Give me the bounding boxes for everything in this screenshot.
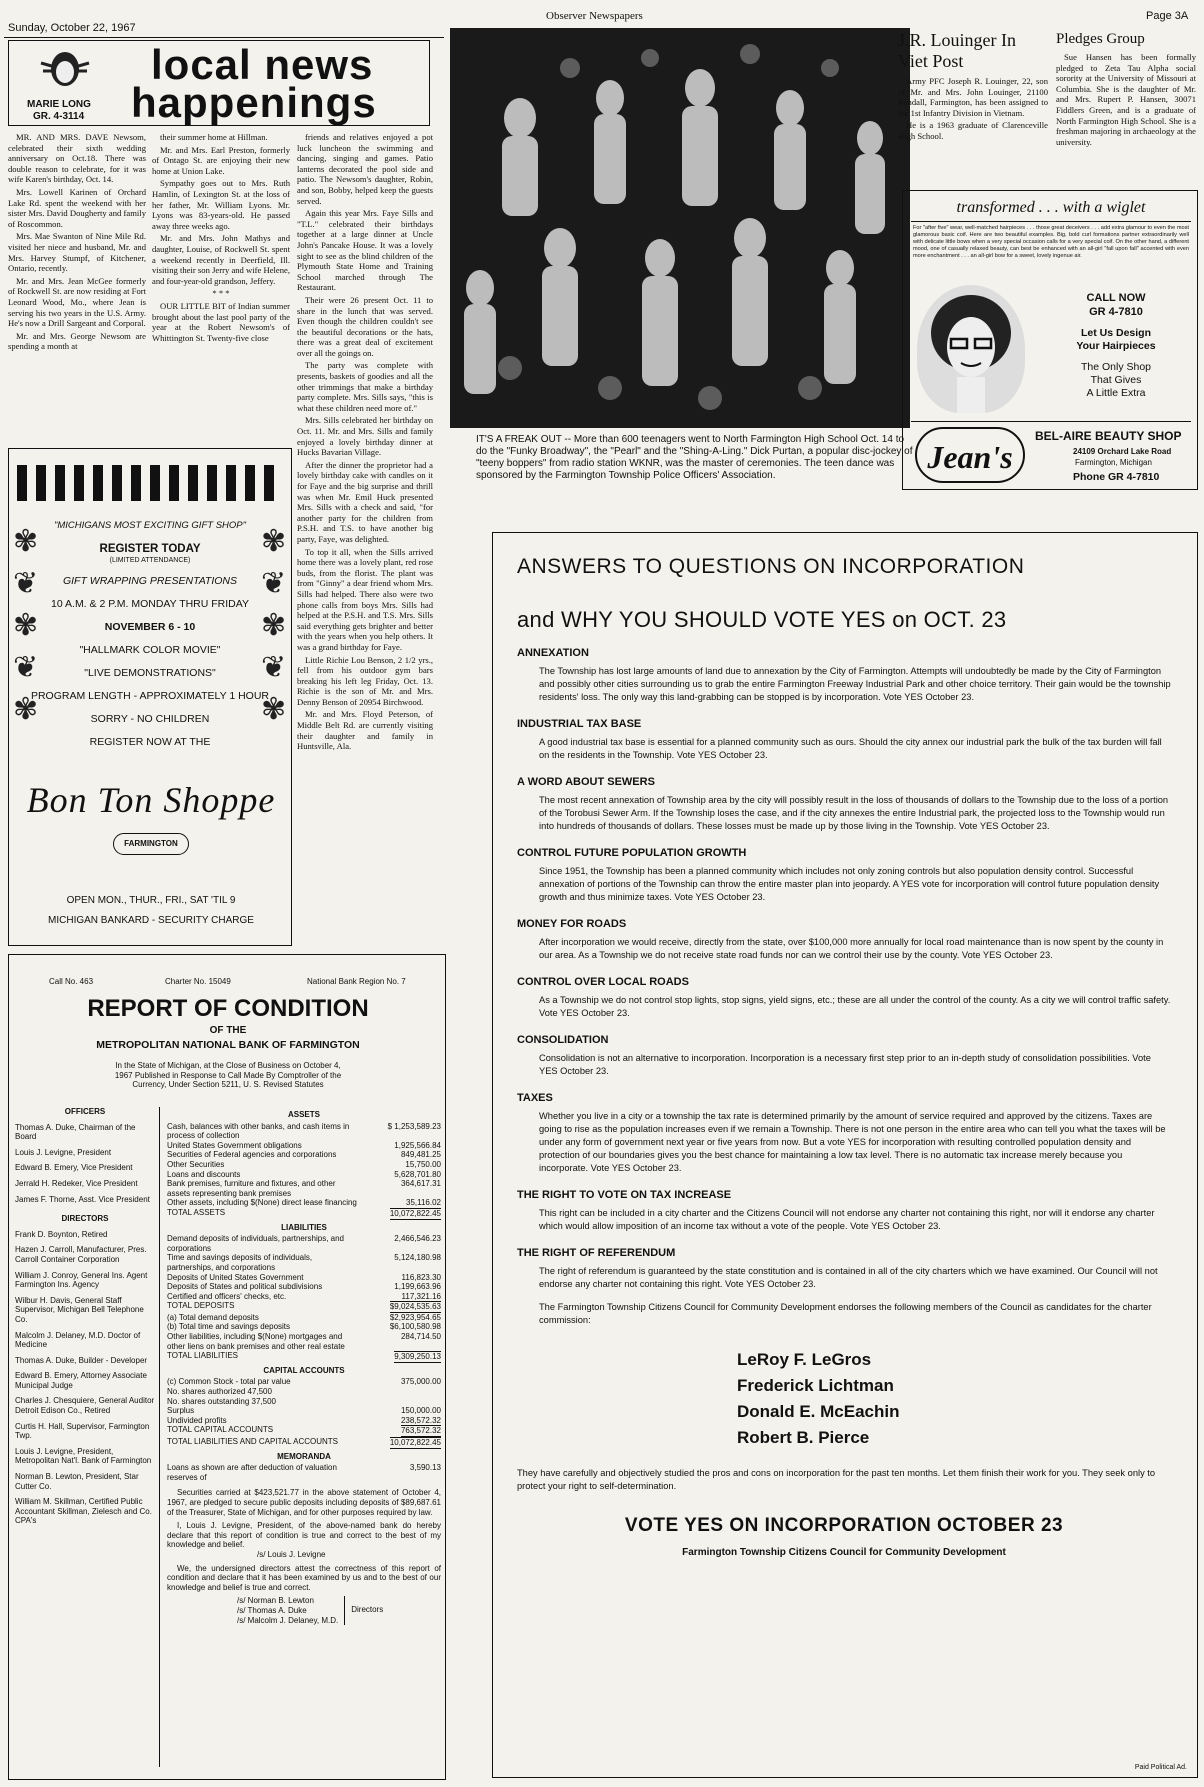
asset-label: United States Government obligations [167, 1140, 302, 1150]
report-of-the: OF THE [209, 1025, 247, 1036]
report-title: REPORT OF CONDITION [87, 995, 369, 1022]
asset-label: Other assets, including $(None) direct lease financing [167, 1198, 357, 1208]
liability-row [167, 1332, 441, 1351]
report-officers [15, 1107, 155, 1532]
liability-label: Time and savings deposits of individuals, partnerships, and corporations [167, 1253, 313, 1272]
capital-row [167, 1397, 441, 1407]
news-paragraph: After the dinner the proprietor had a lovely birthday cake with candles on it for Faye and the big surprise and thrill was when Mr. Emil Huck presented Mrs. Sills with a check and said, "for another party for the children from P.S.H. and T.S. to have another big party, Faye, was delighted. [297, 459, 433, 544]
report-call-no: Call No. 463 [49, 977, 94, 986]
capital-value: 763,572.32 [400, 1426, 441, 1436]
asset-value: 35,116.02 [406, 1198, 441, 1208]
capital-label: Surplus [167, 1406, 195, 1416]
director-signatures [167, 1596, 441, 1625]
news-paragraph: Mrs. Sills celebrated her birthday on Oct. 11. Mr. and Mrs. Sills and family enjoyed a lovely birthday dinner at Hucks Bavarian Village. [297, 415, 433, 458]
gift-ad-banner-pattern [17, 465, 281, 501]
director-signature: /s/ Thomas A. Duke [237, 1605, 307, 1615]
pledges-paragraph: Sue Hansen has been formally pledged to Zeta Tau Alpha social sorority at the University of Missouri at Columbia. She is the daughter of Mr. and Mrs. Rupert P. Hansen, 30071 Fiddlers Green, and is a graduate of North Farmington High School. She is a freshman majoring in archaeology at the university. [1056, 52, 1196, 147]
news-paragraph: Mr. and Mrs. Jean McGee formerly of Rockwell St. are now residing at Fort Leonard Wood, Mo., where Jean is serving his two years in the U.S. Army. He's now a Drill Sargeant and Corporal. [8, 275, 146, 329]
liability-row [167, 1234, 441, 1253]
liability-value: $2,923,954.65 [389, 1312, 441, 1322]
pledges-title: Pledges Group [1056, 31, 1145, 47]
news-paragraph: Mr. and Mrs. John Mathys and daughter, Louise, of Rockwell St. spent a weekend recently in Deerfield, Ill. visiting their son Jerry and wife Helene, and four-year-old grandson, Jeffery. [152, 233, 290, 286]
asset-label: Securities of Federal agencies and corporations [167, 1150, 337, 1160]
officer-entry: James F. Thorne, Asst. Vice President [15, 1194, 150, 1204]
local-news-title-2: happenings [131, 79, 377, 126]
asset-row [167, 1198, 441, 1208]
assets-title: ASSETS [287, 1110, 320, 1119]
beauty-ad-divider [911, 421, 1191, 422]
section-heading: ANNEXATION [517, 647, 589, 659]
model-portrait-icon [917, 285, 1025, 413]
news-column-3 [297, 132, 433, 754]
officer-entry: Thomas A. Duke, Chairman of the Board [15, 1122, 136, 1142]
news-separator: * * * [212, 288, 230, 299]
officer-entry: Edward B. Emery, Vice President [15, 1163, 133, 1173]
beauty-line: Let Us Design [1080, 327, 1151, 339]
section-heading: CONTROL OVER LOCAL ROADS [517, 976, 689, 988]
report-bank-name: METROPOLITAN NATIONAL BANK OF FARMINGTON [96, 1039, 360, 1051]
memo-row [167, 1463, 441, 1482]
director-entry: Wilbur H. Davis, General Staff Supervisor, Michigan Bell Telephone Co. [15, 1295, 144, 1324]
asset-row [167, 1208, 441, 1220]
capital-value: 150,000.00 [400, 1406, 441, 1416]
section-body: This right can be included in a city charter and the Citizens Council will not endorse any charter not containing this right, nor will it endorse any charter which would allow imposition of an income tax without a vote of the people. Vote YES October 23. [539, 1208, 1155, 1231]
capital-label: No. shares authorized 47,500 [167, 1387, 272, 1397]
gift-ad-limited: (LIMITED ATTENDANCE) [109, 557, 191, 564]
asset-value: 5,628,701.80 [394, 1169, 441, 1179]
vote-yes-banner: VOTE YES ON INCORPORATION OCTOBER 23 [624, 1515, 1064, 1536]
directors-title: DIRECTORS [61, 1214, 109, 1224]
teen-dance-photo [450, 28, 910, 428]
declaration: I, Louis J. Levigne, President, of the above-named bank do hereby declare that this report of condition is true and correct to the best of my knowledge and belief. [167, 1521, 441, 1550]
header-rule [4, 37, 444, 38]
report-of-condition [8, 954, 446, 1780]
director-entry: Edward B. Emery, Attorney Associate Municipal Judge [15, 1371, 147, 1390]
photo-caption: IT'S A FREAK OUT -- More than 600 teenagers went to North Farmington High School Oct. 14 to do the "Funky Broadway", the "Pearl" and the "Shing-A-Ling." Dick Purtan, a popular disc-jockey of "teeny boppers" from radio station WKNR, was the master of ceremonies. The teen dance was sponsored by the Farmington Township Police Officers' Association. [476, 434, 913, 481]
news-paragraph: To top it all, when the Sills arrived home there was a lovely plant, red rose buds, from the florist. The plant was from "Ginny" a dear friend whom Mrs. Sills had helped. There also were two phone calls from boys Mrs. Sills had helped at the P.S.H. and T.S. Mrs. Sills said everything gets brighter and better with the years when you help others. It was a grand birthday for Faye. [297, 546, 433, 652]
capital-row [167, 1377, 441, 1387]
beauty-ad-lines [1041, 291, 1191, 400]
section-heading: THE RIGHT TO VOTE ON TAX INCREASE [517, 1189, 732, 1201]
beauty-address-2: Farmington, Michigan [1075, 458, 1152, 467]
report-financials [167, 1107, 441, 1625]
beauty-shop-name: BEL-AIRE BEAUTY SHOP [1035, 429, 1182, 443]
news-paragraph: friends and relatives enjoyed a pot luck luncheon the swimming and dancing, singing and games. Patio lanterns decorated the pool side and patio. The Newsom's daughter, Robin, and son, Bobby, helped keep the guests served. [297, 132, 433, 206]
officer-entry: Louis J. Levigne, President [15, 1147, 112, 1157]
assets-table [167, 1122, 441, 1220]
gift-ad-movie: "HALLMARK COLOR MOVIE" [79, 644, 221, 656]
section-body: Consolidation is not an alternative to incorporation. Incorporation is a necessary first step prior to an in-depth study of consolidation possibilities. Vote YES October 23. [539, 1053, 1151, 1076]
capital-label: TOTAL CAPITAL ACCOUNTS [167, 1425, 274, 1435]
director-entry: Curtis H. Hall, Supervisor, Farmington Twp. [15, 1421, 150, 1441]
asset-label: Loans and discounts [167, 1169, 241, 1179]
liability-value: 117,321.16 [401, 1291, 441, 1301]
candidate-name: Robert B. Pierce [737, 1428, 870, 1447]
holly-right-icon: ✾ ❦ ✾ ❦ ✾ [261, 525, 287, 726]
section-body: Since 1951, the Township has been a planned community which includes not only zoning controls but also population density control. Successful annexation of portions of the Township can throw the entire master plan into jeopardy. A YES vote for incorporation will control future population density growth and thus minimize taxes. Vote YES October 23. [539, 866, 1160, 902]
liability-value: 116,823.30 [401, 1272, 441, 1282]
liability-row [167, 1301, 441, 1313]
liability-row [167, 1273, 441, 1283]
capital-value: 375,000.00 [400, 1377, 441, 1387]
section-heading: CONSOLIDATION [517, 1034, 609, 1046]
news-column-1 [8, 132, 146, 354]
memo-label: Loans as shown are after deduction of valuation reserves of [167, 1463, 337, 1482]
beauty-phone: Phone GR 4-7810 [1073, 471, 1160, 483]
pledges-story [1056, 30, 1196, 149]
asset-row [167, 1141, 441, 1151]
news-paragraph: Mr. and Mrs. George Newsom are spending a month at [8, 330, 146, 352]
local-news-title-1: local news [151, 41, 374, 88]
asset-value: 1,925,566.84 [394, 1140, 441, 1150]
section-heading: TAXES [517, 1092, 553, 1104]
capital-label: (c) Common Stock - total par value [167, 1377, 291, 1387]
report-preamble: In the State of Michigan, at the Close of Business on October 4, 1967 Published in Response to Call Made By Comptroller of the Currency, Under Section 5211, U. S. Revised Statutes [114, 1061, 342, 1090]
section-heading: THE RIGHT OF REFERENDUM [517, 1247, 676, 1259]
paper-name: Observer Newspapers [546, 10, 643, 22]
president-signature: /s/ Louis J. Levigne [257, 1549, 326, 1559]
liability-label: Certified and officers' checks, etc. [167, 1291, 287, 1301]
officer-entry: Jerrald H. Redeker, Vice President [15, 1178, 138, 1188]
asset-value: 10,072,822.45 [389, 1208, 441, 1218]
writer-portrait-icon [37, 45, 93, 95]
liability-label: (a) Total demand deposits [167, 1312, 259, 1322]
writer-name: MARIE LONG [27, 99, 91, 110]
securities-note: Securities carried at $423,521.77 in the above statement of October 4, 1967, are pledged to secure public deposits including deposits of $89,687.61 of the Treasurer, State of Michigan, and for other purposes required by law. [167, 1488, 441, 1517]
director-signature: /s/ Norman B. Lewton [237, 1596, 314, 1606]
gift-ad-register-now: REGISTER NOW AT THE [89, 736, 211, 748]
writer-phone: GR. 4-3114 [33, 111, 85, 122]
capital-row [167, 1406, 441, 1416]
gift-ad-charge: MICHIGAN BANKARD - SECURITY CHARGE [48, 915, 254, 926]
liability-row [167, 1292, 441, 1302]
news-paragraph: Little Richie Lou Benson, 2 1/2 yrs., fell from his outdoor gym bars breaking his left leg Friday, Oct. 13. Richie is the son of Mr. and Mrs. Denny Benson of 20954 Birchwood. [297, 654, 433, 707]
director-entry: Hazen J. Carroll, Manufacturer, Pres. Carroll Container Corporation [15, 1245, 147, 1264]
section-body: The most recent annexation of Township area by the city will possibly result in the loss of thousands of dollars to the Township due to the loss of a portion of the Torobusi Sewer Arm. If the Township loses the case, and if the city annexes the entire Industrial park, the projected loss to the Township would run into hundreds of thousands of dollars. These losses must be made up by those living in the Township. Vote YES October 23. [539, 795, 1169, 831]
liability-row [167, 1313, 441, 1323]
asset-label: Other Securities [167, 1159, 225, 1169]
section-body: As a Township we do not control stop lights, stop signs, yield signs, etc.; these are all under the control of the county. As a city we will control traffic safety. Vote YES October 23. [539, 995, 1171, 1018]
candidate-name: Frederick Lichtman [737, 1376, 894, 1395]
incorporation-closing: They have carefully and objectively studied the pros and cons on incorporation for the past ten months. Let them finish their work for you. They seek only to protect your right to self-determination. [517, 1468, 1156, 1491]
capital-row [167, 1387, 441, 1397]
capital-row [167, 1416, 441, 1426]
asset-value: 15,750.00 [405, 1159, 441, 1169]
report-charter-no: Charter No. 15049 [165, 977, 231, 986]
capital-value: 10,072,822.45 [389, 1438, 441, 1447]
director-entry: Malcolm J. Delaney, M.D. Doctor of Medicine [15, 1330, 141, 1350]
report-divider [159, 1107, 160, 1767]
director-entry: William J. Conroy, General Ins. Agent Farmington Ins. Agency [15, 1270, 148, 1290]
farmington-badge: FARMINGTON [113, 833, 189, 855]
beauty-line: A Little Extra [1086, 387, 1146, 399]
asset-value: $ 1,253,589.23 [387, 1121, 441, 1131]
candidate-list [517, 1347, 1171, 1451]
liability-value: 2,466,546.23 [394, 1234, 441, 1244]
asset-row [167, 1179, 441, 1198]
director-entry: Norman B. Lewton, President, Star Cutter Co. [15, 1472, 139, 1491]
bon-ton-logo: Bon Ton Shoppe [26, 780, 276, 820]
liability-label: Deposits of States and political subdivisions [167, 1282, 323, 1292]
director-entry: Frank D. Boynton, Retired [15, 1229, 108, 1239]
gift-ad-demos: "LIVE DEMONSTRATIONS" [84, 667, 216, 679]
director-entry: Louis J. Levigne, President, Metropolitan Nat'l. Bank of Farmington [15, 1446, 152, 1466]
liability-label: Deposits of United States Government [167, 1272, 304, 1282]
news-paragraph: Mrs. Lowell Karinen of Orchard Lake Rd. spent the weekend with her sister Mrs. David Dougherty and family of Roscommon. [8, 186, 146, 229]
news-paragraph: Mr. and Mrs. Floyd Peterson, of Middle Belt Rd. are currently visiting their daughter and family in Huntsville, Ala. [297, 709, 433, 752]
liabilities-table [167, 1234, 441, 1363]
issue-date: Sunday, October 22, 1967 [8, 22, 136, 34]
jeans-logo: Jean's [915, 427, 1025, 483]
capital-row [167, 1437, 441, 1449]
news-paragraph: The party was complete with presents, baskets of goodies and all the other trimmings that make a birthday party complete. Mrs. Sills says, "this is what these children need more of." [297, 360, 433, 413]
director-entry: Charles J. Chesquiere, General Auditor Detroit Edison Co., Retired [15, 1396, 155, 1416]
incorporation-ad [492, 532, 1198, 1778]
beauty-line: Your Hairpieces [1076, 340, 1156, 352]
local-news-masthead [8, 40, 430, 126]
liability-label: Demand deposits of individuals, partnerships, and corporations [167, 1234, 344, 1253]
asset-label: TOTAL ASSETS [167, 1207, 226, 1217]
section-heading: INDUSTRIAL TAX BASE [517, 718, 642, 730]
news-paragraph: OUR LITTLE BIT of Indian summer brought about the last pool party of the year at the Robert Newsom's of Whittington St. Twenty-five close [152, 300, 290, 343]
capital-table [167, 1377, 441, 1448]
capital-label: Undivided profits [167, 1415, 227, 1425]
liability-value: $9,024,535.63 [389, 1302, 441, 1312]
asset-label: Bank premises, furniture and fixtures, and other assets representing bank premises [167, 1179, 336, 1198]
incorporation-endorse: The Farmington Township Citizens Council for Community Development endorses the following members of the Council as candidates for the charter commission: [539, 1302, 1152, 1325]
news-paragraph: Mr. and Mrs. Earl Preston, formerly of Ontago St. are enjoying their new home at Union Lake. [152, 144, 290, 176]
director-entry: Thomas A. Duke, Builder - Developer [15, 1355, 148, 1365]
section-heading: MONEY FOR ROADS [517, 918, 627, 930]
news-paragraph: MR. AND MRS. DAVE Newsom, celebrated their sixth wedding anniversary on Oct.18. There was double reason to celebrate, for it was wife Karen's birthday, Oct. 14. [8, 132, 146, 185]
director-entry: William M. Skillman, Certified Public Accountant Skillman, Zielesch and Co. CPA's [15, 1497, 152, 1526]
section-body: The Township has lost large amounts of land due to annexation by the City of Farmington. Attempts will undoubtedly be made by the City of Farmington and possibly other cities surrounding us to grab the entire Farmington Freeway Industrial Park and other choice territory. Their gain would be the township residents' loss. The only way this land-grabbing can be stopped is by incorporation. Vote YES October 23. [539, 666, 1171, 702]
news-paragraph: Again this year Mrs. Faye Sills and "T.L." celebrated their birthdays together at a large dinner at Uncle John's Pancake House. It was a lovely sight to see as the blind children of the Plymouth State Home and Training School marched through The Restaurant. [297, 208, 433, 293]
attestation: We, the undersigned directors attest the correctness of this report of condition and declare that it has been examined by us and to the best of our knowledge and belief is true and correct. [167, 1563, 441, 1592]
liabilities-title: LIABILITIES [281, 1222, 327, 1232]
officers-title: OFFICERS [64, 1107, 106, 1116]
incorporation-sections [517, 647, 1171, 1291]
beauty-line: CALL NOW [1086, 292, 1146, 304]
news-column-2 [152, 132, 290, 345]
louinger-paragraph: Army PFC Joseph R. Louinger, 22, son of Mr. and Mrs. John Louinger, 21100 Randall, Farmington, has been assigned to the 1st Infantry Division in Vietnam. [898, 76, 1048, 118]
liability-label: TOTAL DEPOSITS [167, 1301, 235, 1311]
liability-value: $6,100,580.98 [389, 1322, 441, 1332]
gift-ad-times: 10 A.M. & 2 P.M. MONDAY THRU FRIDAY [51, 598, 249, 610]
memo-title: MEMORANDA [277, 1451, 331, 1461]
gift-ad-dates: NOVEMBER 6 - 10 [104, 621, 196, 633]
beauty-line: GR 4-7810 [1089, 306, 1143, 318]
capital-label: TOTAL LIABILITIES AND CAPITAL ACCOUNTS [167, 1437, 339, 1446]
paid-ad-note: Paid Political Ad. [1134, 1764, 1187, 1771]
news-paragraph: Mrs. Mae Swanton of Nine Mile Rd. visited her niece and husband, Mr. and Mrs. Harvey Stumpf, of Kitchener, Ontario, recently. [8, 231, 146, 274]
gift-shop-ad [8, 448, 292, 946]
asset-row [167, 1160, 441, 1170]
pledges-body [1056, 52, 1196, 147]
liability-value: 1,199,663.96 [394, 1282, 441, 1292]
liability-label: Other liabilities, including $(None) mortgages and other liens on bank premises and other real estate [167, 1332, 345, 1351]
news-paragraph: Sympathy goes out to Mrs. Ruth Hamlin, of Lexington St. at the loss of her father, Mr. William Lyons. Mr. Lyons was 83-years-old. He passed away three weeks ago. [152, 178, 290, 231]
liability-value: 284,714.50 [400, 1332, 441, 1342]
beauty-line: The Only Shop [1080, 361, 1152, 373]
capital-row [167, 1425, 441, 1437]
gift-ad-hours: OPEN MON., THUR., FRI., SAT 'TIL 9 [66, 895, 236, 906]
asset-row [167, 1122, 441, 1141]
liability-row [167, 1322, 441, 1332]
gift-ad-register: REGISTER TODAY [99, 543, 201, 555]
directors-label: Directors [351, 1605, 384, 1615]
beauty-ad-blurb: For "after five" wear, well-matched hairpieces . . . those great deceivers . . . add extra glamour to even the most glamorous basic coif. Here are two beautiful examples. Big, bold curl formations partner extraordinarily well with delicate little bows when a very special occasion calls for a very special coif. On the other hand, a different mood, one of casually relaxed beauty, can best be enhanced with an all-girl "fall upon fall" accented with even more enchantment . . . an all-girl bow for a sweet, lovely ingenue air. [913, 225, 1189, 259]
incorporation-title-2: and WHY YOU SHOULD VOTE YES on OCT. 23 [517, 607, 1007, 632]
incorporation-title-1: ANSWERS TO QUESTIONS ON INCORPORATION [517, 555, 1025, 578]
news-paragraph: their summer home at Hillman. [160, 132, 268, 142]
section-heading: CONTROL FUTURE POPULATION GROWTH [517, 847, 747, 859]
liability-row [167, 1282, 441, 1292]
asset-row [167, 1170, 441, 1180]
memo-value: 3,590.13 [409, 1463, 441, 1473]
section-heading: A WORD ABOUT SEWERS [517, 776, 655, 788]
beauty-line: That Gives [1090, 374, 1142, 386]
gift-ad-tagline: "MICHIGANS MOST EXCITING GIFT SHOP" [53, 520, 246, 531]
photo-crowd-illustration [450, 28, 910, 428]
louinger-body [898, 76, 1048, 142]
gift-ad-wrapping: GIFT WRAPPING PRESENTATIONS [62, 575, 238, 587]
liability-label: TOTAL LIABILITIES [167, 1351, 238, 1361]
candidate-name: Donald E. McEachin [737, 1402, 900, 1421]
asset-label: Cash, balances with other banks, and cash items in process of collection [167, 1121, 350, 1141]
asset-row [167, 1150, 441, 1160]
capital-title: CAPITAL ACCOUNTS [263, 1365, 345, 1375]
liability-value: 5,124,180.98 [394, 1253, 441, 1263]
asset-value: 364,617.31 [400, 1179, 441, 1189]
asset-value: 849,481.25 [400, 1150, 441, 1160]
louinger-story [898, 30, 1048, 144]
holly-left-icon: ✾ ❦ ✾ ❦ ✾ [13, 525, 39, 726]
gift-ad-length: PROGRAM LENGTH - APPROXIMATELY 1 HOUR [30, 690, 270, 702]
beauty-ad-headline: transformed . . . with a wiglet [956, 199, 1146, 216]
beauty-address-1: 24109 Orchard Lake Road [1073, 447, 1172, 456]
liability-label: (b) Total time and savings deposits [167, 1322, 291, 1332]
louinger-paragraph: He is a 1963 graduate of Clarenceville High School. [898, 120, 1048, 141]
capital-label: No. shares outstanding 37,500 [167, 1396, 276, 1406]
beauty-shop-ad [902, 190, 1198, 490]
section-body: A good industrial tax base is essential for a planned community such as ours. Should the city annex our industrial park the bulk of the tax burden will fall on the residents in the Township. Vote YES October 23. [539, 737, 1162, 760]
gift-ad-children: SORRY - NO CHILDREN [90, 713, 210, 725]
director-signature: /s/ Malcolm J. Delaney, M.D. [237, 1615, 339, 1625]
page-number: Page 3A [1146, 10, 1189, 22]
beauty-ad-rule [911, 221, 1191, 222]
louinger-title: J.R. Louinger In Viet Post [898, 30, 1016, 71]
council-name: Farmington Township Citizens Council for Community Development [682, 1547, 1006, 1558]
capital-value: 238,572.32 [400, 1415, 441, 1425]
section-body: After incorporation we would receive, directly from the state, over $100,000 more annually for local road maintenance than is now spent by the county in our area. As a Township we do not receive state road funds nor can we control their use by the county. Vote YES October 23. [539, 937, 1164, 960]
news-paragraph: Their were 26 present Oct. 11 to share in the lunch that was served. Even though the children couldn't see the beautiful decorations or the hats, there was a great deal of excitement over all the goings on. [297, 294, 433, 358]
liability-value: 9,309,250.13 [394, 1352, 441, 1362]
section-body: Whether you live in a city or a township the tax rate is determined primarily by the amount of service required and approved by the citizens. Taxes are going to rise as the population increases even if we remain a Township. There is not one person in the entire area who can tell you what the taxes will be under any form of government next year or five years from now. But a vote YES for incorporation with resulting controlled population density and protection of our boundaries gives you the best chance for maintaining a low tax level. There is no automatic tax increase merely because you incorporate. Vote YES October 23. [539, 1111, 1166, 1173]
liability-row [167, 1351, 441, 1363]
candidate-name: LeRoy F. LeGros [737, 1350, 872, 1369]
section-body: The right of referendum is guaranteed by the state constitution and is contained in all of the city charters which we have examined. Our Council will not endorse any charter not containing this right. Vote YES October 23. [539, 1266, 1158, 1289]
liability-row [167, 1253, 441, 1272]
report-region: National Bank Region No. 7 [307, 977, 406, 986]
